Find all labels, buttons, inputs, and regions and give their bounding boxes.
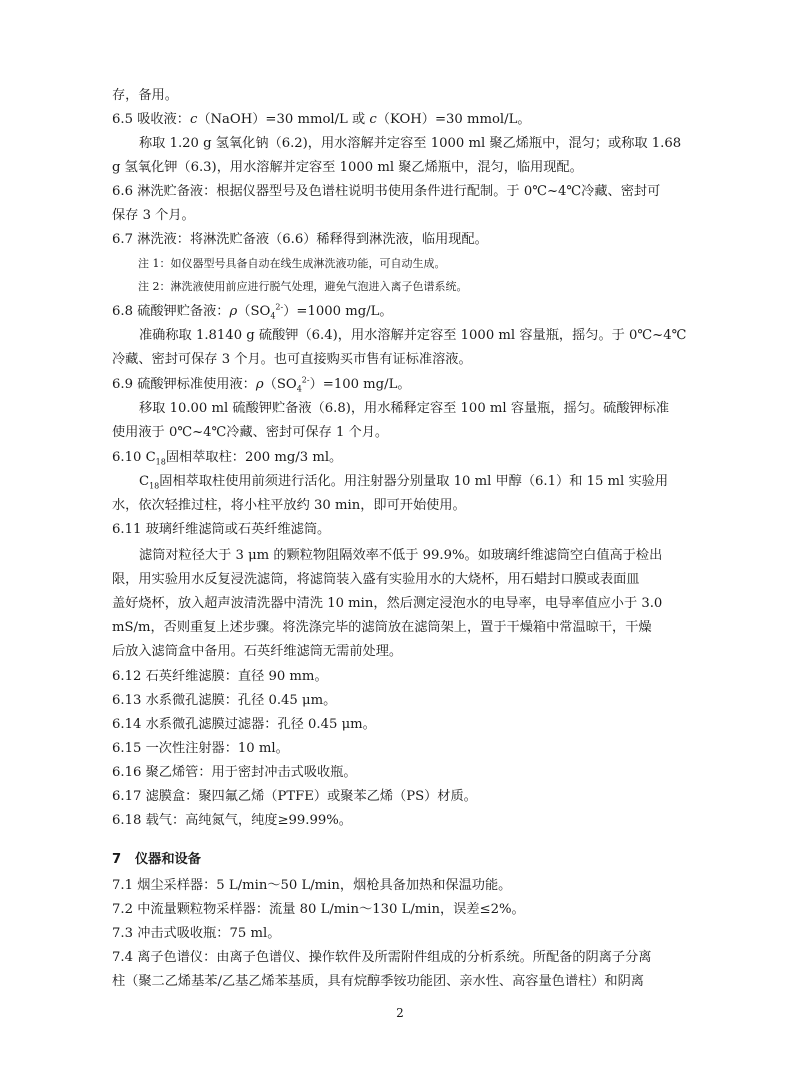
page-number: 2 <box>396 1006 404 1020</box>
list-item: 6.12 石英纤维滤膜：直径 90 mm。 <box>112 669 328 684</box>
section-6-5-body-1: 称取 1.20 g 氢氧化钠（6.2)，用水溶解并定容至 1000 ml 聚乙烯瓶中，混匀；或称取 1.68 <box>139 136 682 151</box>
section-6-11-body-5: 后放入滤筒盒中备用。石英纤维滤筒无需前处理。 <box>112 644 403 659</box>
section-6-11-body-4: mS/m，否则重复上述步骤。将洗涤完毕的滤筒放在滤筒架上，置于干燥箱中常温晾干，干燥 <box>112 620 652 635</box>
list-item: 7.1 烟尘采样器：5 L/min～50 L/min，烟枪具备加热和保温功能。 <box>112 878 512 893</box>
section-6-11-body-1: 滤筒对粒径大于 3 μm 的颗粒物阻隔效率不低于 99.9%。如玻璃纤维滤筒空白值高于检出 <box>139 548 663 563</box>
section-number: 6.5 <box>112 112 133 127</box>
list-item: 6.14 水系微孔滤膜过滤器：孔径 0.45 μm。 <box>112 717 376 732</box>
section-7-heading: 7 仪器和设备 <box>112 852 201 867</box>
list-item: 6.15 一次性注射器：10 ml。 <box>112 741 289 756</box>
section-6-7-line-1: 6.7 淋洗液：将淋洗贮备液（6.6）稀释得到淋洗液，临用现配。 <box>112 232 488 247</box>
section-6-11-body-3: 盖好烧杯，放入超声波清洗器中清洗 10 min，然后测定浸泡水的电导率，电导率值应小于 3.0 <box>112 596 663 611</box>
section-6-9-body-2: 使用液于 0℃~4℃冷藏、密封可保存 1 个月。 <box>112 425 389 440</box>
section-6-8-body-2: 冷藏、密封可保存 3 个月。也可直接购买市售有证标准溶液。 <box>112 352 472 367</box>
section-6-11-heading: 6.11 玻璃纤维滤筒或石英纤维滤筒。 <box>112 522 331 537</box>
list-item: 7.3 冲击式吸收瓶：75 ml。 <box>112 926 281 941</box>
note-1: 注 1：如仪器型号具备自动在线生成淋洗液功能，可自动生成。 <box>138 257 446 270</box>
section-6-5-body-2: g 氢氧化钾（6.3)，用水溶解并定容至 1000 ml 聚乙烯瓶中，混匀，临用现配。 <box>112 160 583 175</box>
section-6-11-body-2: 限，用实验用水反复浸洗滤筒，将滤筒装入盛有实验用水的大烧杯，用石蜡封口膜或表面皿 <box>112 572 640 587</box>
list-item: 7.2 中流量颗粒物采样器：流量 80 L/min～130 L/min，误差≤2%。 <box>112 902 525 917</box>
section-6-6-line-1: 6.6 淋洗贮备液：根据仪器型号及色谱柱说明书使用条件进行配制。于 0℃~4℃冷藏、密封可 <box>112 184 661 199</box>
section-7-4-line-2: 柱（聚二乙烯基苯/乙基乙烯苯基质，具有烷醇季铵功能团、亲水性、高容量色谱柱）和阴离 <box>112 974 644 989</box>
section-6-8-heading: 6.8 硫酸钾贮备液：$\rho(SO_4^{2-})=1000$ mg/L。 <box>112 302 393 321</box>
section-6-10-heading: 6.10 $C_{18}$固相萃取柱：200 mg/3 ml。 <box>112 450 343 467</box>
section-6-9-heading: 6.9 硫酸钾标准使用液：$\rho(SO_4^{2-})=100$ mg/L。 <box>112 375 411 394</box>
section-6-9-body-1: 移取 10.00 ml 硫酸钾贮备液（6.8)，用水稀释定容至 100 ml 容量瓶，摇匀。硫酸钾标准 <box>139 401 670 416</box>
note-2: 注 2：淋洗液使用前应进行脱气处理，避免气泡进入离子色谱系统。 <box>138 280 468 293</box>
list-item: 6.17 滤膜盒：聚四氟乙烯（PTFE）或聚苯乙烯（PS）材质。 <box>112 789 477 804</box>
list-item: 7.4 离子色谱仪：由离子色谱仪、操作软件及所需附件组成的分析系统。所配备的阴离子分离 <box>112 950 652 965</box>
section-6-5-heading: 6.5 吸收液：c（NaOH）=30 mmol/L 或 c（KOH）=30 mmol/L。 <box>112 112 531 127</box>
list-item: 6.18 载气：高纯氮气，纯度≥99.99%。 <box>112 813 352 828</box>
section-6-6-line-2: 保存 3 个月。 <box>112 208 195 223</box>
section-6-10-body-1: $C_{18}$固相萃取柱使用前须进行活化。用注射器分别量取 10 ml 甲醇（6.1）和 15 ml 实验用 <box>139 474 669 491</box>
section-6-8-body-1: 准确称取 1.8140 g 硫酸钾（6.4)，用水溶解并定容至 1000 ml 容量瓶，摇匀。于 0℃~4℃ <box>139 328 687 343</box>
intro-line: 存，备用。 <box>112 88 178 103</box>
list-item: 6.13 水系微孔滤膜：孔径 0.45 μm。 <box>112 693 337 708</box>
section-6-10-body-2: 水，依次轻推过柱，将小柱平放约 30 min，即可开始使用。 <box>112 498 466 513</box>
list-item: 6.16 聚乙烯管：用于密封冲击式吸收瓶。 <box>112 765 357 780</box>
